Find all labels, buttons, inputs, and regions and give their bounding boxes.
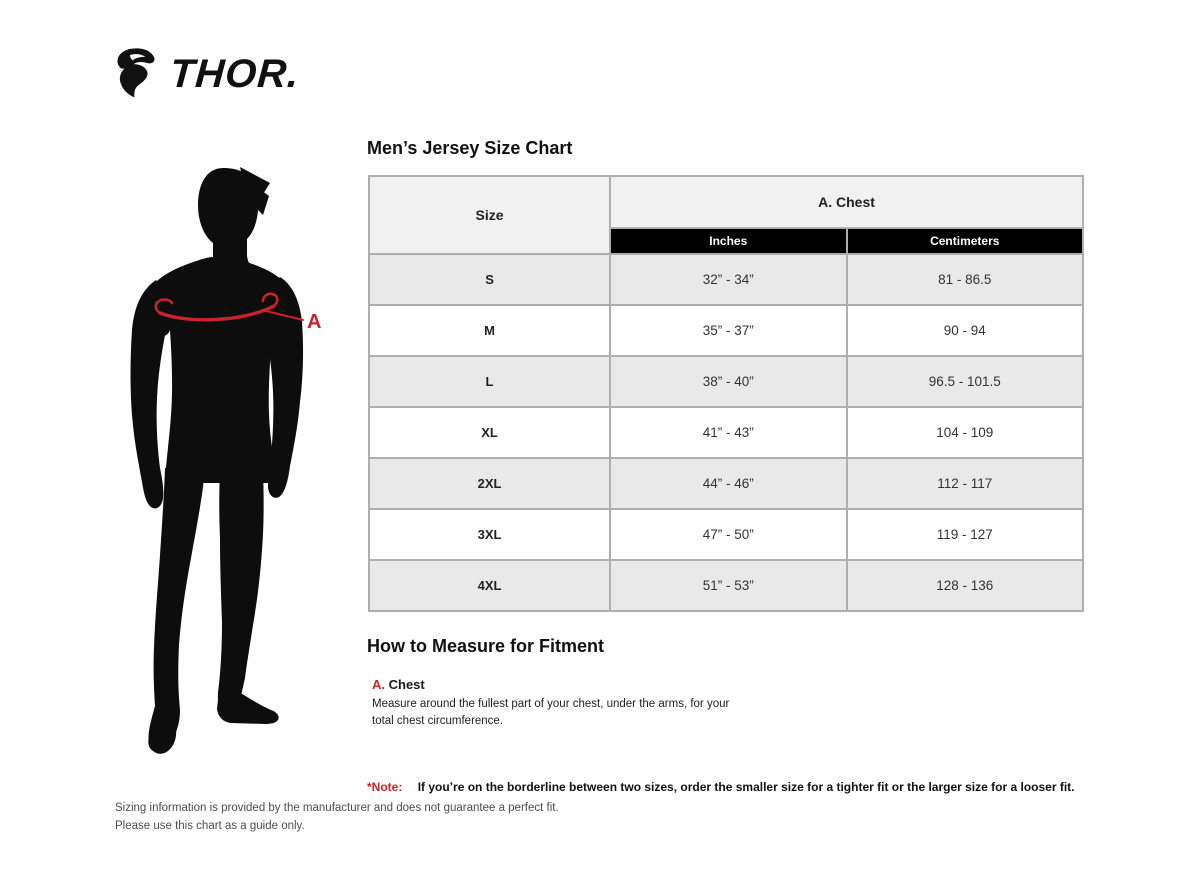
size-value: 3XL — [369, 509, 610, 560]
brand-logo-text: THOR. — [168, 52, 301, 96]
table-row — [369, 458, 1083, 509]
male-silhouette — [110, 150, 360, 795]
inches-value: 41” - 43” — [610, 407, 846, 458]
size-value: 4XL — [369, 560, 610, 611]
size-value: L — [369, 356, 610, 407]
disclaimer — [115, 800, 559, 836]
size-value: S — [369, 254, 610, 305]
measure-item-name: Chest — [388, 677, 425, 692]
inches-value: 44” - 46” — [610, 458, 846, 509]
centimeters-value: 81 - 86.5 — [847, 254, 1083, 305]
centimeters-value: 90 - 94 — [847, 305, 1083, 356]
table-header-row — [369, 176, 1083, 228]
centimeters-value: 119 - 127 — [847, 509, 1083, 560]
size-chart-title: Men’s Jersey Size Chart — [367, 138, 573, 158]
size-value: 2XL — [369, 458, 610, 509]
centimeters-value: 96.5 - 101.5 — [847, 356, 1083, 407]
inches-value: 47” - 50” — [610, 509, 846, 560]
inches-value: 51” - 53” — [610, 560, 846, 611]
table-row — [369, 509, 1083, 560]
inches-value: 35” - 37” — [610, 305, 846, 356]
size-value: M — [369, 305, 610, 356]
size-chart-table — [368, 175, 1084, 612]
measure-item-title — [372, 677, 787, 692]
size-column-header: Size — [369, 176, 610, 254]
centimeters-value: 112 - 117 — [847, 458, 1083, 509]
measure-item-description: Measure around the fullest part of your chest, under the arms, for your total chest circumference. — [372, 698, 730, 728]
body-silhouette-figure — [110, 150, 360, 795]
note-label: *Note: — [367, 780, 403, 794]
centimeters-header: Centimeters — [847, 228, 1083, 254]
inches-header: Inches — [610, 228, 846, 254]
disclaimer-line1: Sizing information is provided by the manufacturer and does not guarantee a perfect fit. — [115, 802, 559, 814]
note-text: If you’re on the borderline between two sizes, order the smaller size for a tighter fit or the larger size for a looser fit. — [417, 780, 1075, 794]
chest-measurement-label: A — [307, 311, 322, 333]
table-row — [369, 254, 1083, 305]
table-row — [369, 560, 1083, 611]
table-row — [369, 305, 1083, 356]
size-value: XL — [369, 407, 610, 458]
chest-group-header: A. Chest — [610, 176, 1083, 228]
measure-item-chest — [372, 677, 787, 731]
centimeters-value: 104 - 109 — [847, 407, 1083, 458]
centimeters-value: 128 - 136 — [847, 560, 1083, 611]
disclaimer-line2: Please use this chart as a guide only. — [115, 819, 305, 832]
inches-value: 32” - 34” — [610, 254, 846, 305]
brand-logo — [112, 46, 299, 102]
sizing-note — [367, 780, 1077, 794]
thor-ram-icon — [112, 46, 166, 102]
inches-value: 38” - 40” — [610, 356, 846, 407]
table-row — [369, 407, 1083, 458]
measure-item-letter: A. — [372, 677, 385, 692]
how-to-measure-section — [367, 636, 787, 731]
table-row — [369, 356, 1083, 407]
measure-heading: How to Measure for Fitment — [367, 636, 605, 656]
